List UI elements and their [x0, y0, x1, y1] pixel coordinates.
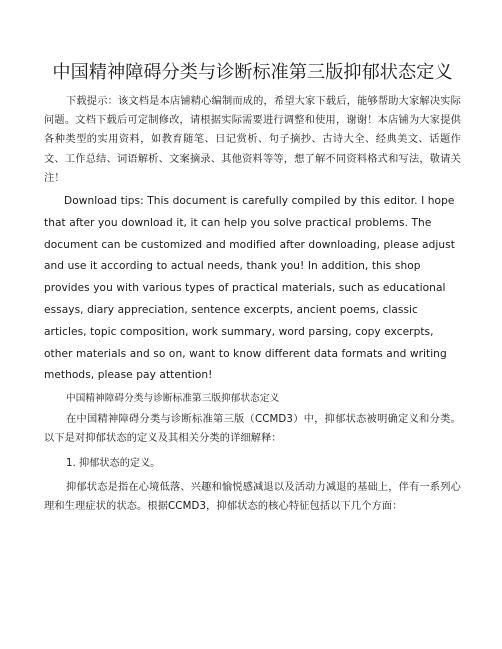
- download-notice-english: Download tips: This document is carefully compiled by this editor. I hope that after you download it, it can help you solve practical problems. The document can be customized and modified after downloading, please adjust and use it according to actual needs, thank you! In addition, this shop provides you with various types of practical materials, such as educational essays, diary appreciation, sentence excerpts, ancient poems, classic articles, topic composition, work summary, word parsing, copy excerpts, other materials and so on, want to know different data formats and writing methods, please pay attention!: [44, 195, 455, 382]
- section-title: 中国精神障碍分类与诊断标准第三版抑郁状态定义: [66, 393, 280, 405]
- intro-paragraph: 在中国精神障碍分类与诊断标准第三版（CCMD3）中，抑郁状态被明确定义和分类。以下是对抑郁状态的定义及其相关分类的详细解释：: [44, 414, 461, 445]
- document-title: 中国精神障碍分类与诊断标准第三版抑郁状态定义: [52, 62, 453, 83]
- definition-paragraph: 抑郁状态是指在心境低落、兴趣和愉悦感减退以及活动力减退的基础上，伴有一系列心理和生理症状的状态。根据CCMD3，抑郁状态的核心特征包括以下几个方面：: [44, 481, 461, 512]
- download-notice-chinese: 下载提示：该文档是本店铺精心编制而成的，希望大家下载后，能够帮助大家解决实际问题。文档下载后可定制修改，请根据实际需要进行调整和使用，谢谢！本店铺为大家提供各种类型的实用资料，如教育随笔、日记赏析、句子摘抄、古诗大全、经典美文、话题作文、工作总结、词语解析、文案摘录、其他资料等等，想了解不同资料格式和写法，敬请关注！: [44, 96, 461, 184]
- definition-heading: 1. 抑郁状态的定义。: [66, 457, 161, 469]
